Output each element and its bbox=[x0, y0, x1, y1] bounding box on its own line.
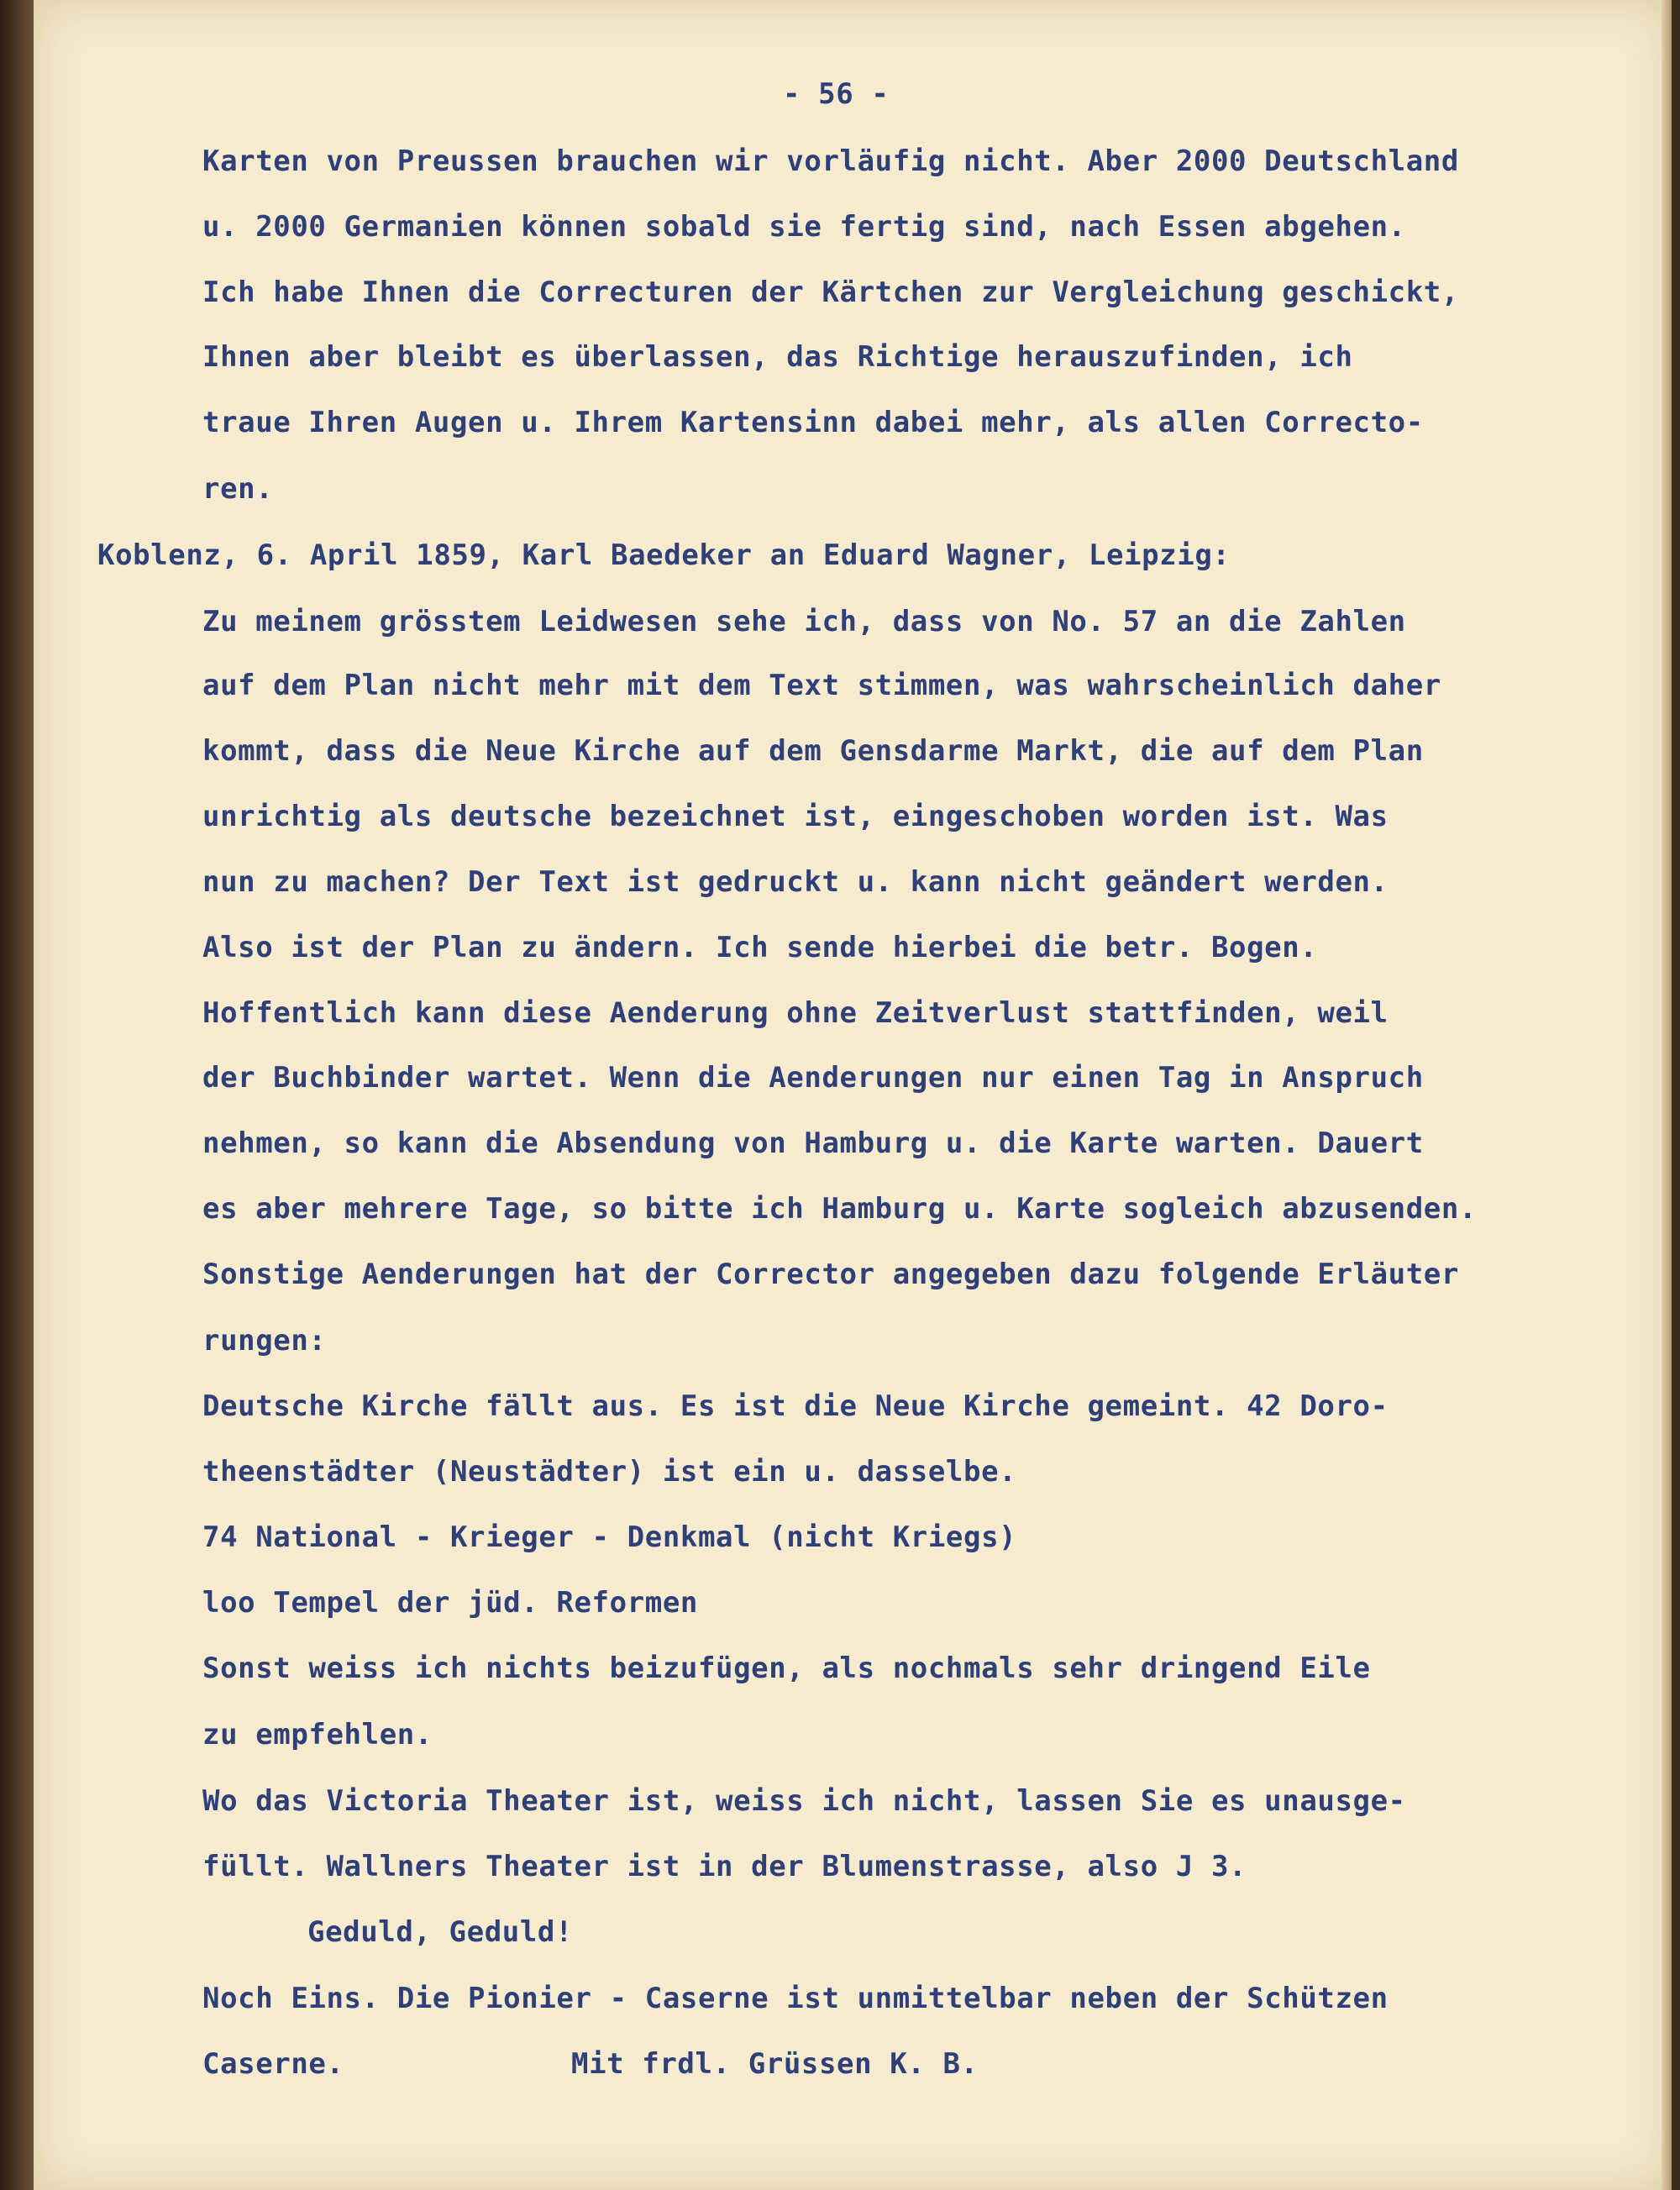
text-line: u. 2000 Germanien können sobald sie fertig sind, nach Essen abgehen. bbox=[202, 210, 1406, 244]
text-line: der Buchbinder wartet. Wenn die Aenderungen nur einen Tag in Anspruch bbox=[202, 1061, 1424, 1095]
text-line: traue Ihren Augen u. Ihrem Kartensinn dabei mehr, als allen Correcto- bbox=[202, 406, 1424, 439]
text-line: zu empfehlen. bbox=[202, 1718, 433, 1751]
text-line: Deutsche Kirche fällt aus. Es ist die Neue Kirche gemeint. 42 Doro- bbox=[202, 1389, 1389, 1423]
text-line: nehmen, so kann die Absendung von Hamburg u. die Karte warten. Dauert bbox=[202, 1127, 1424, 1160]
text-line: ren. bbox=[202, 472, 274, 506]
text-line: es aber mehrere Tage, so bitte ich Hamburg u. Karte sogleich abzusenden. bbox=[202, 1192, 1478, 1226]
text-line: nun zu machen? Der Text ist gedruckt u. kann nicht geändert werden. bbox=[202, 865, 1389, 899]
binding-edge bbox=[0, 0, 34, 2190]
text-line: kommt, dass die Neue Kirche auf dem Gensdarme Markt, die auf dem Plan bbox=[202, 734, 1424, 768]
page-right-edge bbox=[1662, 0, 1672, 2190]
text-line: Sonstige Aenderungen hat der Corrector angegeben dazu folgende Erläuter bbox=[202, 1258, 1459, 1291]
text-line: Karten von Preussen brauchen wir vorläufig nicht. Aber 2000 Deutschland bbox=[202, 144, 1459, 178]
text-line: Ihnen aber bleibt es überlassen, das Richtige herauszufinden, ich bbox=[202, 340, 1353, 374]
text-line: 74 National - Krieger - Denkmal (nicht Kriegs) bbox=[202, 1520, 1017, 1554]
text-line: Caserne. bbox=[202, 2047, 344, 2081]
text-line: Ich habe Ihnen die Correcturen der Kärtchen zur Vergleichung geschickt, bbox=[202, 276, 1459, 309]
text-line: Sonst weiss ich nichts beizufügen, als nochmals sehr dringend Eile bbox=[202, 1652, 1371, 1685]
text-line: Zu meinem grösstem Leidwesen sehe ich, dass von No. 57 an die Zahlen bbox=[202, 605, 1406, 638]
text-line: Wo das Victoria Theater ist, weiss ich nicht, lassen Sie es unausge- bbox=[202, 1784, 1406, 1818]
text-line: rungen: bbox=[202, 1324, 327, 1358]
text-line: auf dem Plan nicht mehr mit dem Text stimmen, was wahrscheinlich daher bbox=[202, 669, 1441, 702]
text-line: Also ist der Plan zu ändern. Ich sende hierbei die betr. Bogen. bbox=[202, 931, 1318, 964]
text-line: Hoffentlich kann diese Aenderung ohne Zeitverlust stattfinden, weil bbox=[202, 996, 1389, 1030]
closing-signature: Mit frdl. Grüssen K. B. bbox=[571, 2047, 979, 2081]
page-number: - 56 - bbox=[783, 77, 890, 111]
text-line: füllt. Wallners Theater ist in der Blumenstrasse, also J 3. bbox=[202, 1850, 1247, 1883]
text-line: unrichtig als deutsche bezeichnet ist, eingeschoben worden ist. Was bbox=[202, 800, 1389, 833]
text-line: loo Tempel der jüd. Reformen bbox=[202, 1586, 698, 1620]
text-line: theenstädter (Neustädter) ist ein u. dasselbe. bbox=[202, 1455, 1017, 1489]
text-line: Geduld, Geduld! bbox=[307, 1915, 574, 1949]
letter-heading: Koblenz, 6. April 1859, Karl Baedeker an Eduard Wagner, Leipzig: bbox=[97, 538, 1231, 572]
text-line: Noch Eins. Die Pionier - Caserne ist unmittelbar neben der Schützen bbox=[202, 1982, 1389, 2015]
